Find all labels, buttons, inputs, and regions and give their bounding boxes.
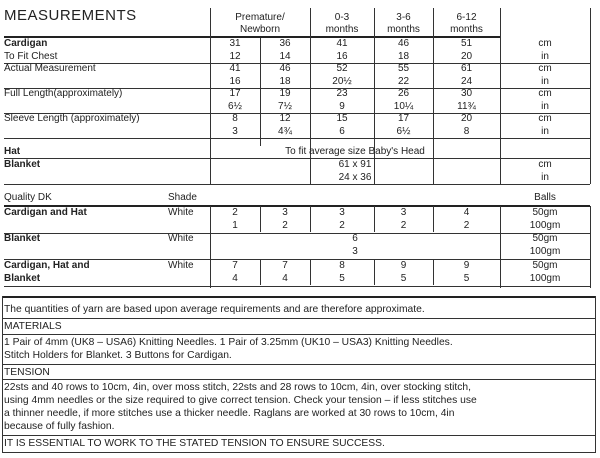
balls-value: 4 xyxy=(282,273,288,284)
cell-value: 19 xyxy=(279,88,291,99)
tension-heading: TENSION xyxy=(4,367,50,378)
blanket-size: 24 x 36 xyxy=(338,172,372,183)
unit: cm xyxy=(538,38,552,49)
column-header: 3-6 xyxy=(396,12,411,23)
cell-value: 11¾ xyxy=(457,100,476,112)
cell-value: 9 xyxy=(339,100,345,112)
column-divider xyxy=(433,206,434,232)
balls-value: 2 xyxy=(463,220,470,231)
unit: in xyxy=(541,125,549,137)
unit: 50gm xyxy=(532,207,558,218)
balls-value: 3 xyxy=(400,207,407,218)
balls-value: 8 xyxy=(339,260,345,271)
balls-value: 7 xyxy=(282,260,288,271)
balls-value: 5 xyxy=(400,273,407,284)
balls-value: 5 xyxy=(463,273,470,284)
cell-value: 24 xyxy=(460,75,473,87)
column-divider xyxy=(374,259,375,285)
quantities-note: The quantities of yarn are based upon average requirements and are therefore approximate. xyxy=(4,304,425,315)
cell-value: 41 xyxy=(229,63,241,74)
balls-value: 2 xyxy=(282,220,288,231)
unit: 50gm xyxy=(532,260,558,271)
cell-value: 4¾ xyxy=(278,125,292,137)
balls-header: Balls xyxy=(534,192,556,203)
balls-value: 5 xyxy=(339,273,345,284)
page-title: MEASUREMENTS xyxy=(4,7,137,24)
rule xyxy=(4,286,590,287)
cell-value: 52 xyxy=(336,63,348,74)
row-label: Blanket xyxy=(4,273,41,284)
column-divider xyxy=(374,206,375,232)
cell-value: 17 xyxy=(397,113,410,124)
unit: 100gm xyxy=(529,273,561,284)
column-header: months xyxy=(387,24,420,35)
materials-line: 1 Pair of 4mm (UK8 – USA6) Knitting Needles. 1 Pair of 3.25mm (UK10 – USA3) Knitting Needles. xyxy=(4,337,453,348)
cell-value: 15 xyxy=(336,113,348,124)
row-label: Full Length(approximately) xyxy=(4,88,123,99)
cell-value: 51 xyxy=(460,38,473,49)
cell-value: 18 xyxy=(279,75,291,87)
balls-value: 3 xyxy=(282,207,288,218)
cell-value: 16 xyxy=(336,50,348,62)
column-header: 6-12 xyxy=(456,12,477,23)
column-header: months xyxy=(450,24,483,35)
unit: cm xyxy=(538,113,552,124)
cell-value: 6½ xyxy=(396,125,411,137)
unit: cm xyxy=(538,159,552,170)
row-label: Cardigan and Hat xyxy=(4,207,87,218)
row-label: Cardigan, Hat and xyxy=(4,260,90,271)
cell-value: 46 xyxy=(279,63,291,74)
balls-value: 9 xyxy=(463,260,470,271)
column-divider xyxy=(433,259,434,285)
tension-line: because of fully fashion. xyxy=(4,421,115,432)
cell-value: 3 xyxy=(232,125,238,137)
cell-value: 18 xyxy=(397,50,410,62)
cell-value: 41 xyxy=(336,38,348,49)
cell-value: 61 xyxy=(460,63,473,74)
materials-heading: MATERIALS xyxy=(4,321,62,332)
column-divider xyxy=(260,259,261,285)
balls-value: 4 xyxy=(463,207,470,218)
unit: in xyxy=(541,172,549,183)
cell-value: 31 xyxy=(229,38,241,49)
tension-line: using 4mm needles or the size required to give correct tension. Check your tension – if less stitches use xyxy=(4,395,477,406)
unit: cm xyxy=(538,63,552,74)
unit: 100gm xyxy=(529,246,561,257)
rule xyxy=(4,184,590,185)
cell-value: 6 xyxy=(339,125,345,137)
cell-value: 7½ xyxy=(278,100,292,112)
cell-value: 20½ xyxy=(332,75,352,87)
cell-value: 20 xyxy=(460,50,473,62)
row-label: Hat xyxy=(4,146,21,157)
cell-value: 46 xyxy=(397,38,410,49)
cell-value: 16 xyxy=(229,75,241,87)
hat-size: To fit average size Baby's Head xyxy=(285,146,425,157)
unit: in xyxy=(541,100,549,112)
balls-value: 7 xyxy=(232,260,238,271)
column-divider xyxy=(590,8,591,184)
balls-value: 2 xyxy=(339,220,345,231)
unit: 50gm xyxy=(532,233,558,244)
materials-line: Stitch Holders for Blanket. 3 Buttons for Cardigan. xyxy=(4,350,232,361)
cell-value: 10¼ xyxy=(393,100,414,112)
blanket-size: 61 x 91 xyxy=(338,159,372,170)
cell-value: 55 xyxy=(397,63,410,74)
column-header: months xyxy=(325,24,359,35)
rule xyxy=(4,138,590,139)
balls-value: 1 xyxy=(232,220,238,231)
cell-value: 6½ xyxy=(228,100,242,112)
tension-line: 22sts and 40 rows to 10cm, 4in, over moss stitch, 22sts and 28 rows to 10cm, 4in, over stocking stitch, xyxy=(4,382,472,393)
quality-label: Quality DK xyxy=(4,192,52,203)
essential-note: IT IS ESSENTIAL TO WORK TO THE STATED TENSION TO ENSURE SUCCESS. xyxy=(4,438,385,449)
row-label: Blanket xyxy=(4,159,41,170)
cell-value: 26 xyxy=(397,88,410,99)
row-label: Actual Measurement xyxy=(4,63,96,74)
row-label: Blanket xyxy=(4,233,41,244)
shade-value: White xyxy=(168,233,194,244)
row-label: Cardigan xyxy=(4,38,48,49)
cell-value: 20 xyxy=(460,113,473,124)
balls-value: 3 xyxy=(339,207,345,218)
cell-value: 22 xyxy=(397,75,410,87)
cell-value: 12 xyxy=(279,113,291,124)
column-divider xyxy=(310,259,311,285)
unit: cm xyxy=(538,88,552,99)
balls-value: 4 xyxy=(232,273,238,284)
column-header: Premature/ xyxy=(235,12,285,23)
column-header: Newborn xyxy=(239,24,281,35)
cell-value: 12 xyxy=(229,50,241,62)
column-header: 0-3 xyxy=(334,12,350,23)
cell-value: 8 xyxy=(463,125,470,137)
row-label: To Fit Chest xyxy=(4,50,58,62)
balls-value: 6 xyxy=(352,233,358,244)
shade-value: White xyxy=(168,260,194,271)
cell-value: 8 xyxy=(232,113,238,124)
column-divider xyxy=(260,206,261,232)
cell-value: 23 xyxy=(336,88,348,99)
shade-value: White xyxy=(168,207,194,218)
unit: in xyxy=(541,75,549,87)
shade-header: Shade xyxy=(168,192,197,203)
cell-value: 30 xyxy=(460,88,473,99)
balls-value: 9 xyxy=(400,260,407,271)
balls-value: 3 xyxy=(352,246,358,257)
cell-value: 14 xyxy=(279,50,291,62)
balls-value: 2 xyxy=(400,220,407,231)
unit: in xyxy=(541,50,549,62)
tension-line: a thinner needle, if more stitches use a thicker needle. Raglans are worked at 30 rows to 10cm, 4in xyxy=(4,408,455,419)
column-divider xyxy=(590,206,591,288)
cell-value: 17 xyxy=(229,88,241,99)
balls-value: 2 xyxy=(232,207,238,218)
column-divider xyxy=(310,206,311,232)
unit: 100gm xyxy=(529,220,561,231)
cell-value: 36 xyxy=(279,38,291,49)
row-label: Sleeve Length (approximately) xyxy=(4,113,140,124)
